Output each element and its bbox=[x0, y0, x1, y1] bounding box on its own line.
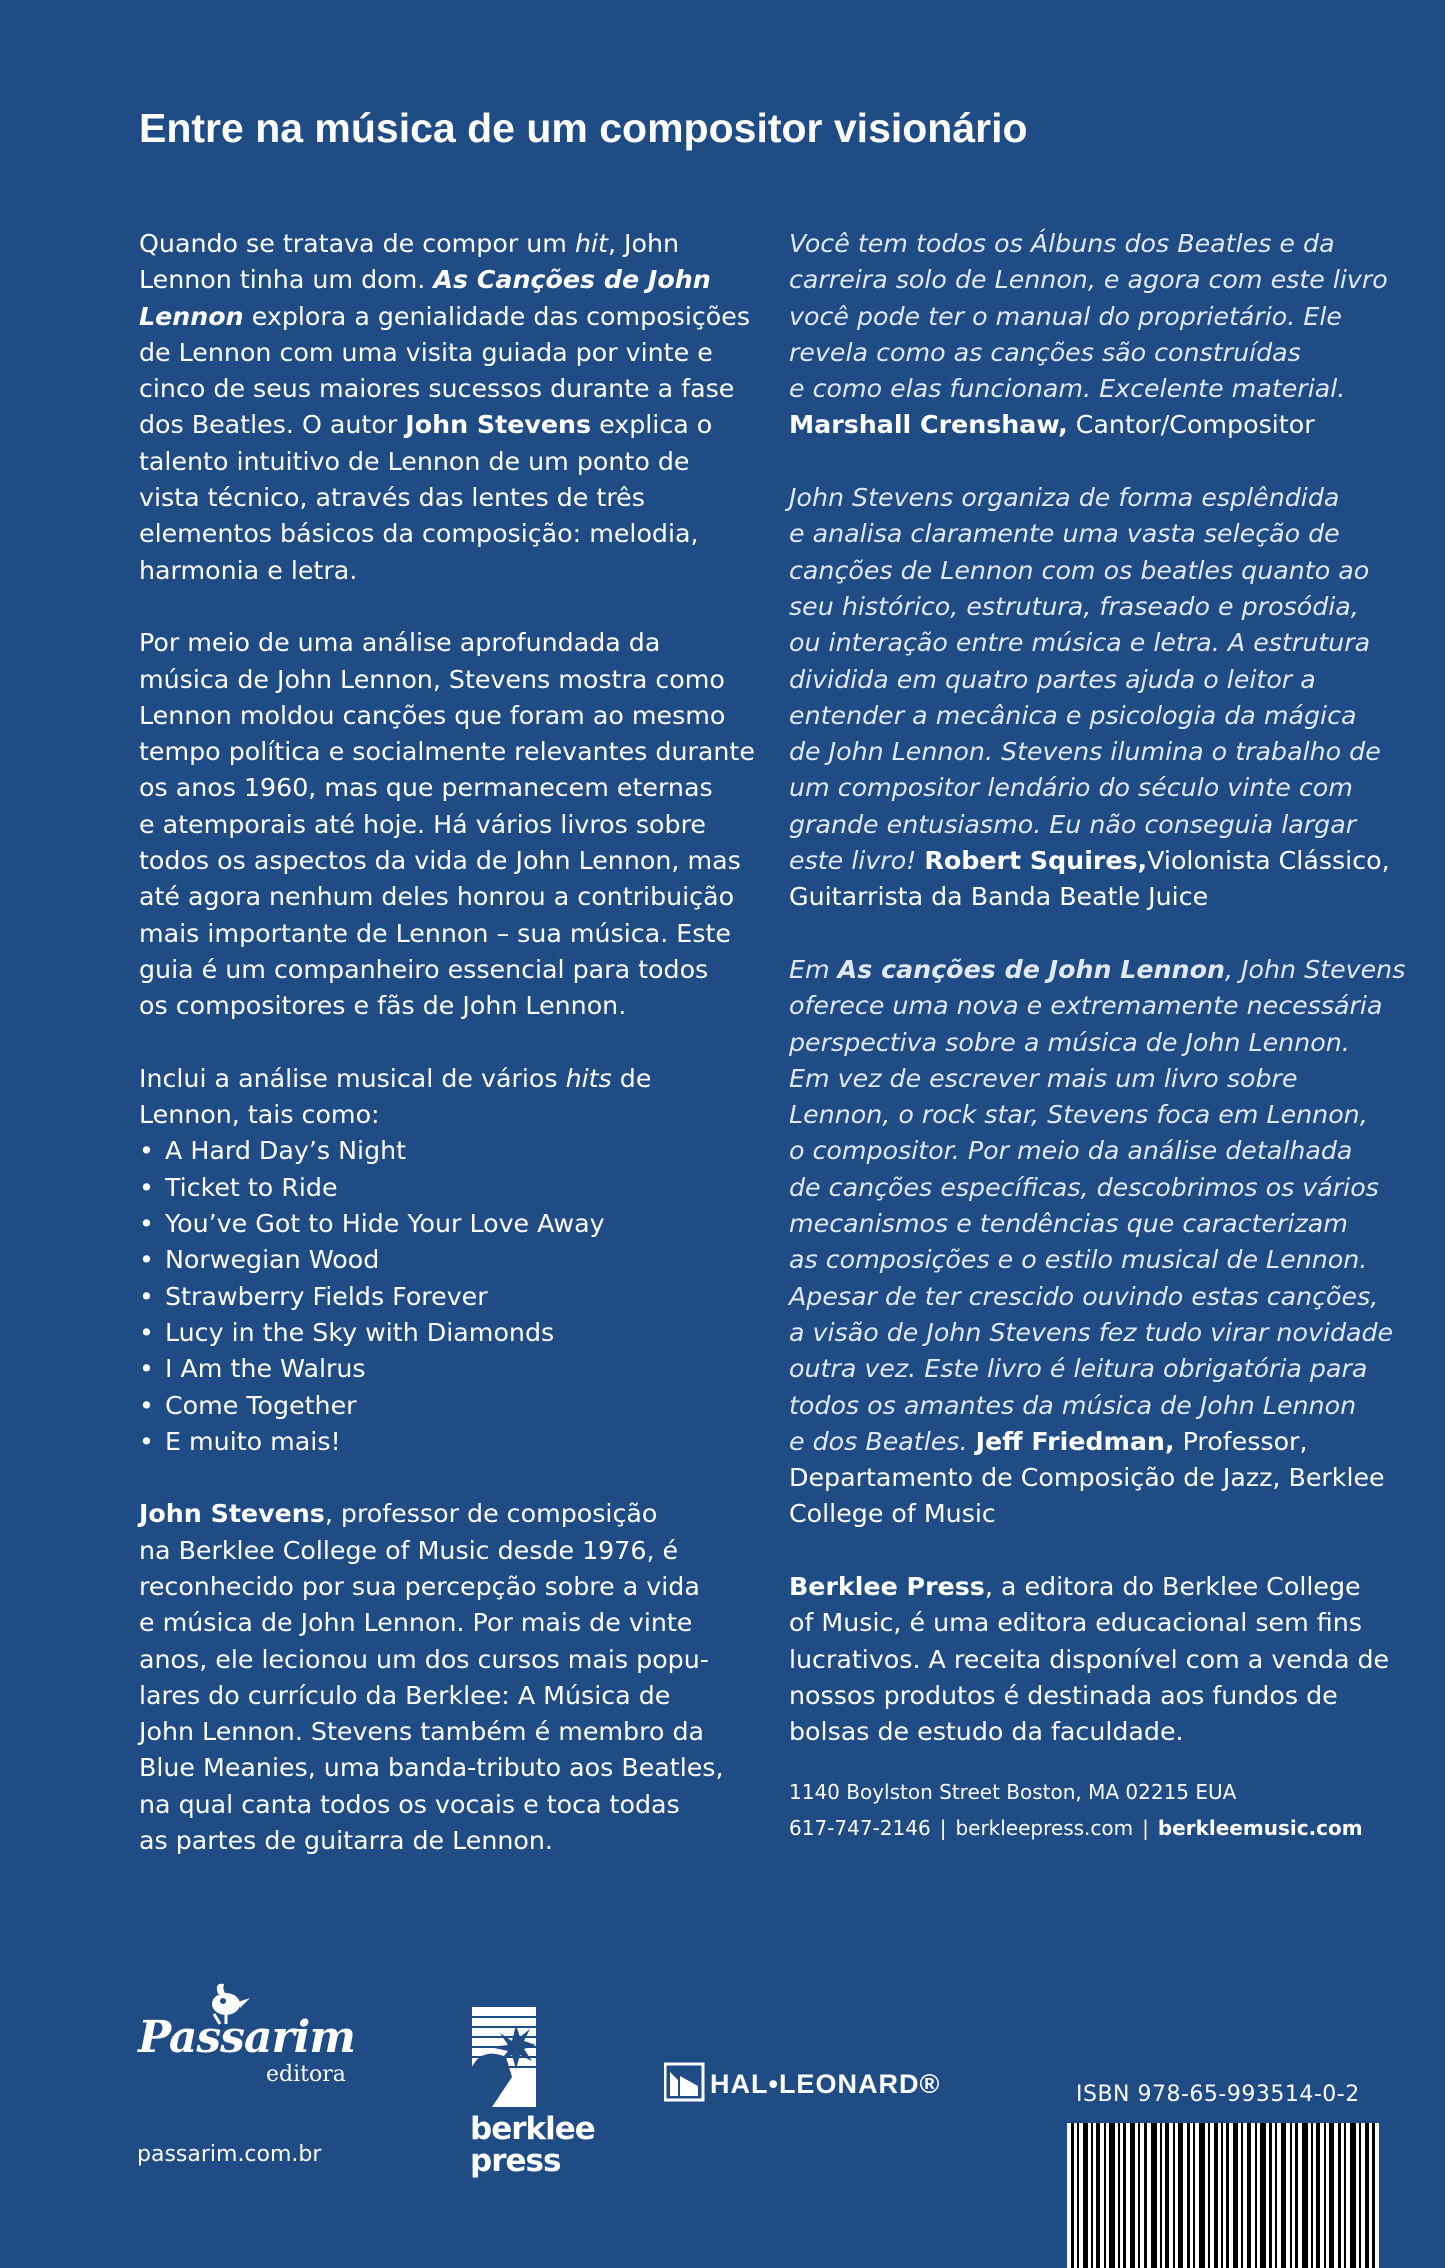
quote-text: John Stevens organiza de forma esplêndida e analisa claramente uma vasta seleção de canções de Lennon com os beatles quanto ao seu histórico, estrutura, fraseado e prosódia, ou interação entre música e letra. A estrutura dividida em quatro partes ajuda o leitor a entender a mecânica e psicologia da mágica de John Lennon. Stevens ilumina o trabalho de um compositor lendário do século vinte com grande entusiasmo. Eu não conseguia largar este livro! bbox=[789, 483, 1381, 876]
bio-text: , professor de composição na Berklee College of Music desde 1976, é reconhecido por sua percepção sobre a vida e música de John Lennon. Por mais de vinte anos, ele lecionou um dos cursos mais popu- lares do currículo da Berklee: A Música de John Lennon. Stevens também é membro da Blue Meanies, uma banda-tributo aos Beatles, na qual canta todos os vocais e toca todas as partes de guitarra de Lennon. bbox=[139, 1499, 724, 1856]
hal-leonard-wordmark: HAL•LEONARD® bbox=[710, 2069, 941, 2099]
songs-intro-text-2: de Lennon, tais como: bbox=[139, 1063, 652, 1130]
songs-intro-text-1: Inclui a análise musical de vários bbox=[139, 1063, 566, 1093]
passarim-website[interactable]: passarim.com.br bbox=[137, 2142, 322, 2167]
passarim-logo bbox=[136, 1984, 376, 2104]
list-item: • A Hard Day’s Night bbox=[139, 1133, 759, 1169]
separator: | bbox=[1142, 1816, 1149, 1841]
quote-role: Cantor/Compositor bbox=[1067, 410, 1315, 440]
contact-block bbox=[789, 1774, 1409, 1846]
quote-author: Marshall Crenshaw, bbox=[789, 410, 1068, 440]
intro-text-3: explora a genialidade das composições de Lennon com uma visita guiada por vinte e cinco de seus maiores sucessos durante a fase dos Beatles. O autor bbox=[139, 301, 751, 440]
list-item: • I Am the Walrus bbox=[139, 1351, 759, 1387]
list-item: • E muito mais! bbox=[139, 1424, 759, 1460]
list-item: • Lucy in the Sky with Diamonds bbox=[139, 1315, 759, 1351]
intro-text-1: Quando se tratava de compor um bbox=[139, 229, 575, 258]
page-title: Entre na música de um compositor visionário bbox=[139, 105, 1028, 151]
author-bio bbox=[139, 1496, 759, 1859]
right-column bbox=[789, 226, 1409, 1846]
left-column bbox=[139, 226, 759, 1859]
quote-text: Você tem todos os Álbuns dos Beatles e da carreira solo de Lennon, e agora com este livro você pode ter o manual do proprietário. Ele revela como as canções são construídas e como elas funcionam. Excelente material. bbox=[789, 229, 1388, 404]
songs-intro bbox=[139, 1061, 759, 1134]
testimonial-squires bbox=[789, 480, 1409, 916]
berkleepress-link[interactable]: berkleepress.com bbox=[955, 1816, 1134, 1841]
piano-star-icon bbox=[472, 2007, 536, 2107]
quote-book-title: As canções de John Lennon bbox=[837, 954, 1225, 984]
separator: | bbox=[939, 1816, 947, 1841]
quote-author: Jeff Friedman, bbox=[975, 1426, 1175, 1456]
passarim-subtitle: editora bbox=[266, 2062, 346, 2087]
quote-text: , John Stevens oferece uma nova e extremamente necessária perspectiva sobre a música de John Lennon. Em vez de escrever mais um livro sobre Lennon, o rock star, Stevens foca em Lennon, o compositor. Por meio da análise detalhada de canções específicas, descobrimos os vários mecanismos e tendências que caracterizam as composições e o estilo musical de Lennon. Apesar de ter crescido ouvindo estas canções, a visão de John Stevens fez tudo virar novidade outra vez. Este livro é leitura obrigatória para todos os amantes da música de John Lennon e dos Beatles. bbox=[789, 954, 1406, 1456]
analysis-paragraph: Por meio de uma análise aprofundada da música de John Lennon, Stevens mostra como Lennon moldou canções que foram ao mesmo tempo política e socialmente relevantes durante os anos 1960, mas que permanecem eternas e atemporais até hoje. Há vários livros sobre todos os aspectos da vida de John Lennon, mas até agora nenhum deles honrou a contribuição mais importante de Lennon – sua música. Este guia é um companheiro essencial para todos os compositores e fãs de John Lennon. bbox=[139, 628, 755, 1021]
list-item: • Norwegian Wood bbox=[139, 1242, 759, 1278]
berkleemusic-link[interactable]: berkleemusic.com bbox=[1157, 1816, 1363, 1841]
list-item: • Ticket to Ride bbox=[139, 1170, 759, 1206]
postal-address: 1140 Boylston Street Boston, MA 02215 EUA bbox=[789, 1780, 1237, 1805]
isbn-label: ISBN 978-65-993514-0-2 bbox=[1076, 2082, 1360, 2107]
passarim-wordmark: Passarim bbox=[138, 2012, 355, 2063]
quote-role: Violonista Clássico, Guitarrista da Banda Beatle Juice bbox=[789, 846, 1390, 912]
contact-line bbox=[789, 1810, 1409, 1846]
quote-text-lead: Em bbox=[789, 954, 838, 984]
intro-text-4: explica o talento intuitivo de Lennon de um ponto de vista técnico, através das lentes de três elementos básicos da composição: melodia, harmonia e letra. bbox=[139, 410, 713, 585]
song-list bbox=[139, 1133, 759, 1460]
book-title: As Canções de John Lennon bbox=[139, 265, 711, 331]
berklee-press-logo bbox=[470, 2005, 595, 2195]
testimonial-friedman bbox=[789, 952, 1409, 1533]
intro-text-2: , John Lennon tinha um dom. bbox=[139, 229, 680, 295]
hits-word: hits bbox=[565, 1063, 612, 1093]
bio-name: John Stevens bbox=[139, 1499, 325, 1529]
phone-number: 617-747-2146 bbox=[789, 1816, 931, 1841]
hal-leonard-logo bbox=[664, 2062, 994, 2108]
list-item: • You’ve Got to Hide Your Love Away bbox=[139, 1206, 759, 1242]
publisher-name: Berklee Press bbox=[789, 1571, 985, 1601]
list-item: • Come Together bbox=[139, 1388, 759, 1424]
barcode-icon bbox=[1067, 2123, 1379, 2268]
author-name: John Stevens bbox=[405, 410, 592, 440]
quote-role: Professor, Departamento de Composição de Jazz, Berklee College of Music bbox=[789, 1426, 1385, 1529]
hit-word: hit bbox=[574, 229, 608, 258]
publisher-text: , a editora do Berklee College of Music, é uma editora educacional sem fins lucrativos. A receita disponível com a venda de nossos produtos é destinada aos fundos de bolsas de estudo da faculdade. bbox=[789, 1571, 1390, 1747]
publisher-info bbox=[789, 1569, 1409, 1750]
list-item: • Strawberry Fields Forever bbox=[139, 1279, 759, 1315]
quote-author: Robert Squires, bbox=[924, 846, 1148, 876]
intro-paragraph bbox=[139, 226, 759, 589]
testimonial-crenshaw bbox=[789, 226, 1409, 444]
hal-leonard-icon bbox=[664, 2062, 706, 2102]
berklee-wordmark: berklee press bbox=[470, 2111, 595, 2179]
